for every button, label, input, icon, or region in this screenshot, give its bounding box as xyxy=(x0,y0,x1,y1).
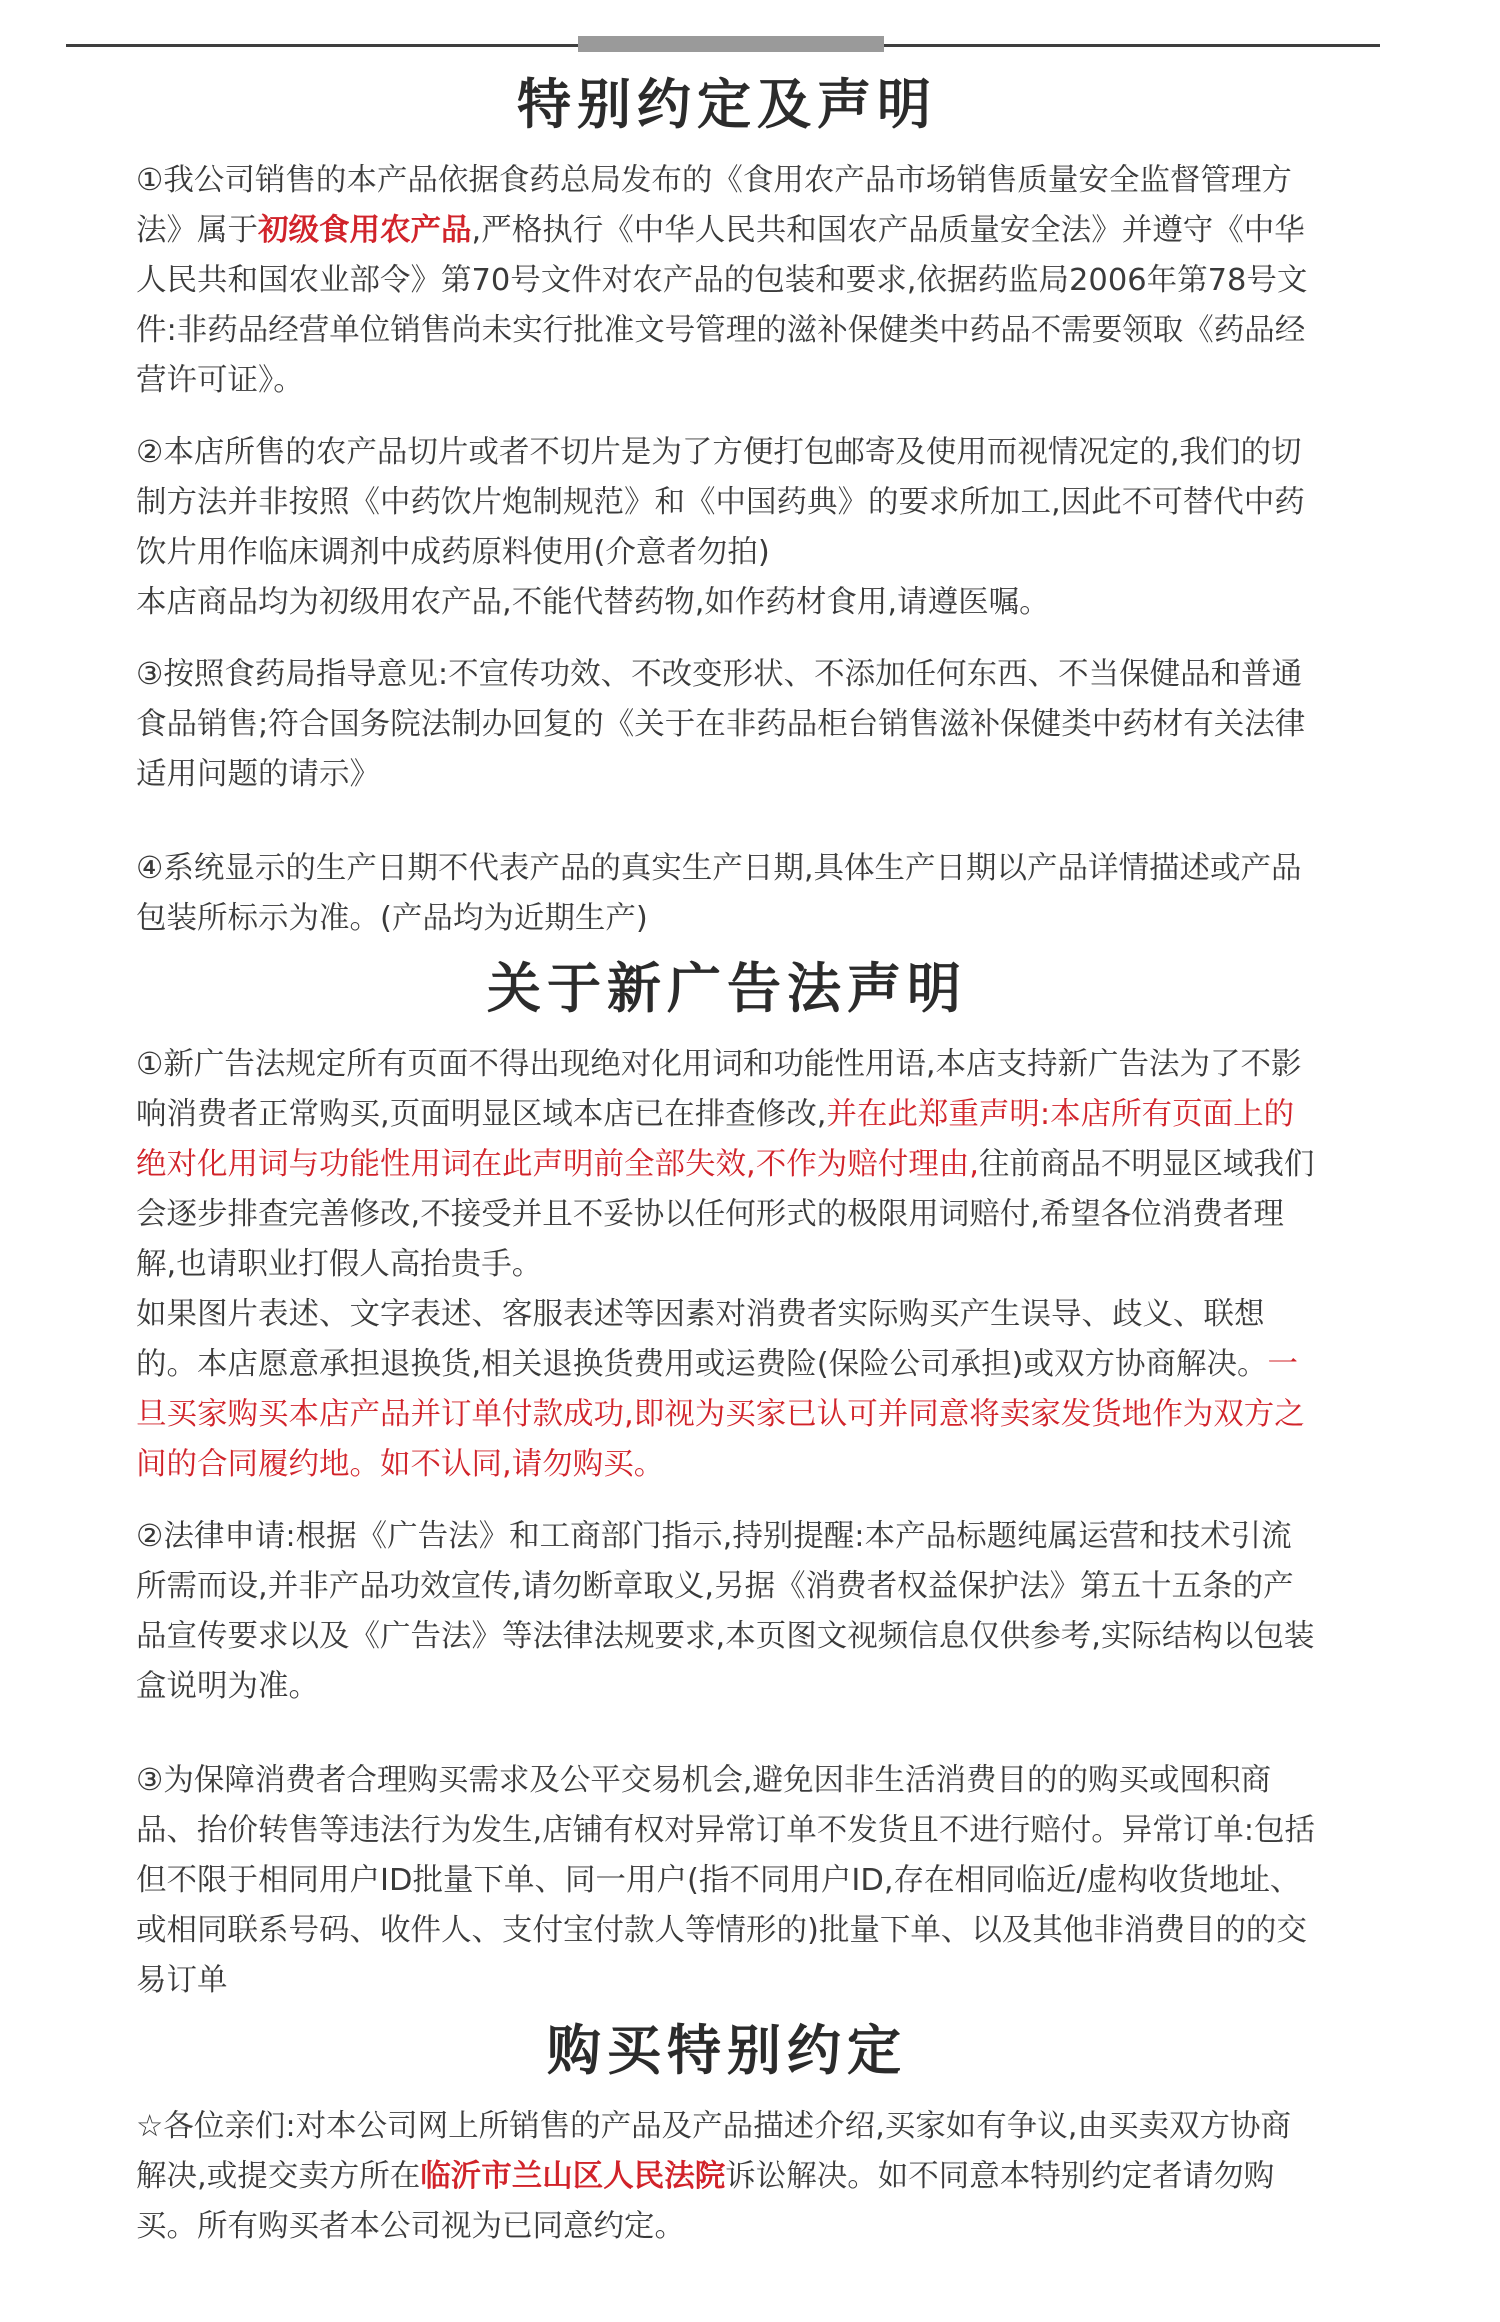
paragraph-text: 诉讼解决。如不同意本特别约定者请勿购买。所有购买者本公司视为已同意约定。 xyxy=(136,2159,1275,2244)
top-divider-bar xyxy=(578,36,884,52)
paragraph-text: ,严格执行《中华人民共和国农产品质量安全法》并遵守《中华人民共和国农业部令》第70号文件对农产品的包装和要求,依据药监局2006年第78号文件:非药品经营单位销售尚未实行批准文号管理的滋补保健类中药品不需要领取《药品经营许可证》。 xyxy=(136,213,1308,398)
paragraph-slicing-note xyxy=(136,428,1318,628)
paragraph-dispute-resolution xyxy=(136,2102,1318,2252)
paragraph-text: 本店商品均为初级用农产品,不能代替药物,如作药材食用,请遵医嘱。 xyxy=(136,585,1050,620)
paragraph-production-date: ④系统显示的生产日期不代表产品的真实生产日期,具体生产日期以产品详情描述或产品包装所标示为准。(产品均为近期生产) xyxy=(136,851,1302,936)
paragraph-ad-law-terms xyxy=(136,1040,1318,1490)
highlight-court-name: 临沂市兰山区人民法院 xyxy=(420,2159,726,2194)
highlight-primary-agri-product: 初级食用农产品 xyxy=(258,213,472,248)
paragraph-text: 如果图片表述、文字表述、客服表述等因素对消费者实际购买产生误导、歧义、联想的。本店愿意承担退换货,相关退换货费用或运费险(保险公司承担)或双方协商解决。 xyxy=(136,1297,1268,1382)
statement-content xyxy=(136,60,1318,2252)
highlight-declaration: 并在此郑重声明:本店所有页面上的绝对化用词与功能性用词在此声明前全部失效,不作为赔付理由, xyxy=(136,1097,1295,1182)
highlight-contract-location: 一旦买家购买本店产品并订单付款成功,即视为买家已认可并同意将卖家发货地作为双方之间的合同履约地。如不认同,请勿购买。 xyxy=(136,1347,1305,1482)
section-title-ad-law: 关于新广告法声明 xyxy=(487,956,967,1020)
paragraph-text: ①新广告法规定所有页面不得出现绝对化用词和功能性用语,本店支持新广告法为了不影响消费者正常购买,页面明显区域本店已在排查修改, xyxy=(136,1047,1302,1132)
paragraph-abnormal-orders: ③为保障消费者合理购买需求及公平交易机会,避免因非生活消费目的的购买或囤积商品、抬价转售等违法行为发生,店铺有权对异常订单不发货且不进行赔付。异常订单:包括但不限于相同用户ID批量下单、同一用户(指不同用户ID,存在相同临近/虚构收货地址、或相同联系号码、收件人、支付宝付款人等情形的)批量下单、以及其他非消费目的的交易订单 xyxy=(136,1763,1315,1998)
paragraph-food-regulation xyxy=(136,156,1318,406)
paragraph-text: 往前商品不明显区域我们会逐步排查完善修改,不接受并且不妥协以任何形式的极限用词赔付,希望各位消费者理解,也请职业打假人高抬贵手。 xyxy=(136,1147,1315,1282)
paragraph-text: ☆各位亲们:对本公司网上所销售的产品及产品描述介绍,买家如有争议,由买卖双方协商解决,或提交卖方所在 xyxy=(136,2109,1292,2194)
paragraph-text: ②本店所售的农产品切片或者不切片是为了方便打包邮寄及使用而视情况定的,我们的切制方法并非按照《中药饮片炮制规范》和《中国药典》的要求所加工,因此不可替代中药饮片用作临床调剂中成药原料使用(介意者勿拍) xyxy=(136,435,1305,570)
section-title-special-agreement: 特别约定及声明 xyxy=(517,72,937,136)
paragraph-legal-notice: ②法律申请:根据《广告法》和工商部门指示,持别提醒:本产品标题纯属运营和技术引流所需而设,并非产品功效宣传,请勿断章取义,另据《消费者权益保护法》第五十五条的产品宣传要求以及《广告法》等法律法规要求,本页图文视频信息仅供参考,实际结构以包装盒说明为准。 xyxy=(136,1519,1315,1704)
paragraph-guidance: ③按照食药局指导意见:不宣传功效、不改变形状、不添加任何东西、不当保健品和普通食品销售;符合国务院法制办回复的《关于在非药品柜台销售滋补保健类中药材有关法律适用问题的请示》 xyxy=(136,657,1306,792)
section-title-purchase-agreement: 购买特别约定 xyxy=(547,2018,907,2082)
paragraph-text: ①我公司销售的本产品依据食药总局发布的《食用农产品市场销售质量安全监督管理方法》属于 xyxy=(136,163,1292,248)
